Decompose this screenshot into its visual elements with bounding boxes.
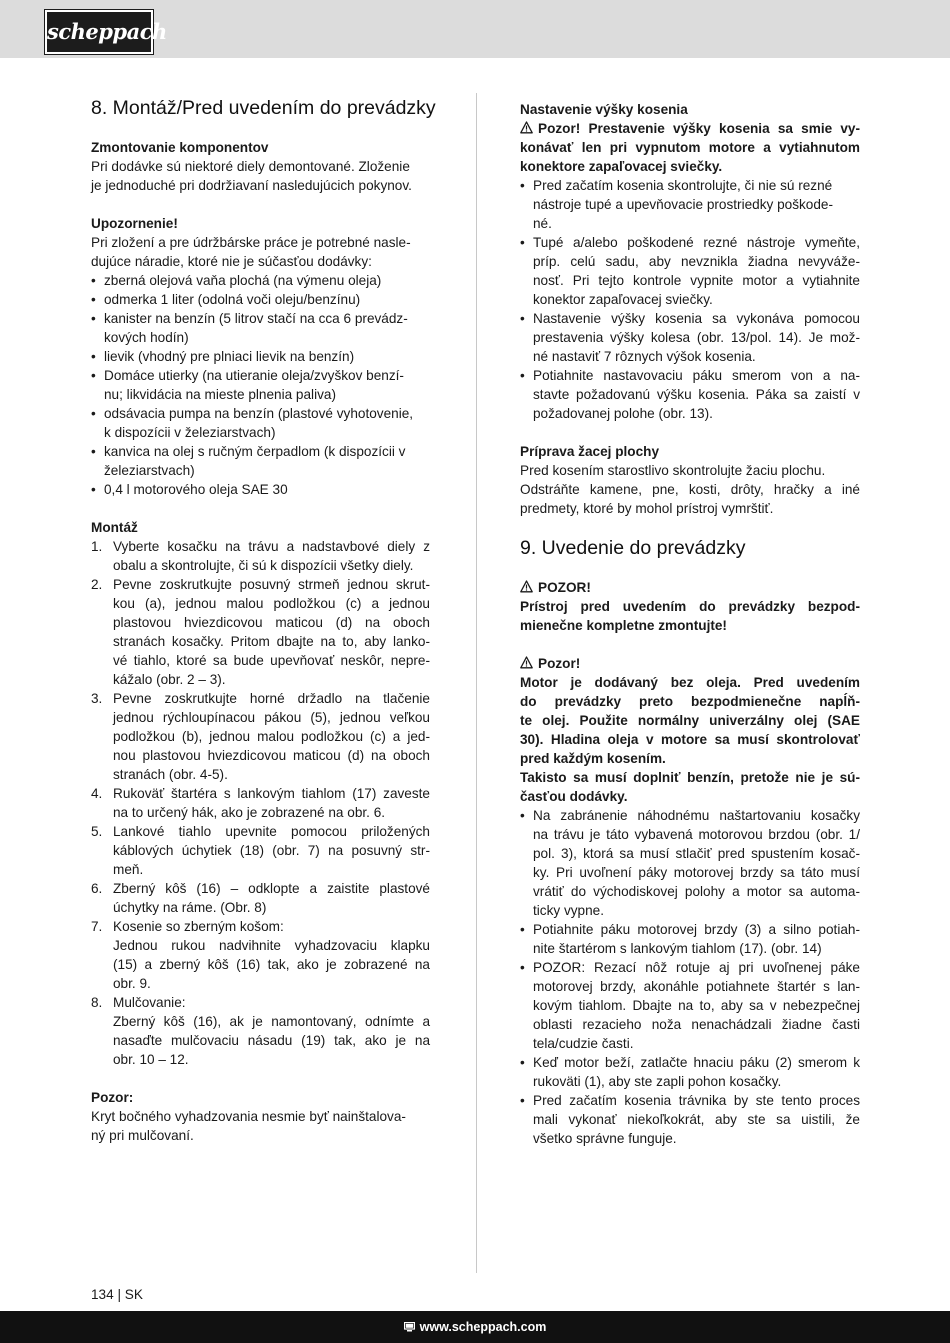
list-number: 6. xyxy=(91,881,103,896)
text-line: oblasti rezacieho noža nenachádzali žiadne časti xyxy=(533,1017,860,1032)
text-line: Pri zložení a pre údržbárske práce je potrebné nasle- xyxy=(91,235,411,250)
text-line: ný pri mulčovaní. xyxy=(91,1128,194,1143)
bullet-item-line: Potiahnite nastavovaciu páku smerom von a na- xyxy=(533,368,860,383)
text-line: na trávu je táto vybavená motorovou brzdou (obr. 1/ xyxy=(533,827,860,842)
list-number: 5. xyxy=(91,824,103,839)
bullet-marker: • xyxy=(91,292,96,307)
text-line: ky. Pri uvoľnení páky motorovej brzdy sa táto musí xyxy=(533,865,860,880)
text-line: kových hodín) xyxy=(104,330,189,345)
bold-text-line: Upozornenie! xyxy=(91,216,178,231)
text-line: obalu a skontrolujte, či sú k dispozícii všetky diely. xyxy=(113,558,414,573)
text-line: obr. 9. xyxy=(113,976,151,991)
list-number: 8. xyxy=(91,995,103,1010)
text-line: je jednoduché pri dodržiavaní nasledujúcich pokynov. xyxy=(91,178,412,193)
bullet-item-line: odmerka 1 liter (odolná voči oleju/benzínu) xyxy=(104,292,361,307)
bold-text-line: Zmontovanie komponentov xyxy=(91,140,269,155)
text-line: motorovej brzdy, akonáhle potiahnete štartér s lan- xyxy=(533,979,860,994)
column-divider xyxy=(476,93,477,1273)
text-line: meň. xyxy=(113,862,144,877)
text-line: stranách (obr. 4-5). xyxy=(113,767,228,782)
bold-text-line: te olej. Použite normálny univerzálny olej (SAE xyxy=(520,713,860,728)
list-number: 7. xyxy=(91,919,103,934)
text-line: príp. celú sadu, aby nevznikla žiadna nevyváže- xyxy=(533,254,860,269)
text-line: stavte požadovanú výšku kosenia. Páka sa zaistí v xyxy=(533,387,860,402)
bold-text-line xyxy=(520,578,860,597)
bold-text-line: mienečne kompletne zmontujte! xyxy=(520,618,727,633)
bold-text-line xyxy=(520,654,860,673)
text-line: plastovou hviezdicovou maticou (d) na oboch xyxy=(113,615,430,630)
text-line: Pred kosením starostlivo skontrolujte žaciu plochu. xyxy=(520,463,826,478)
text-line: Kryt bočného vyhadzovania nesmie byť nainštalova- xyxy=(91,1109,406,1124)
footer-bar xyxy=(0,1311,950,1343)
list-number: 4. xyxy=(91,786,103,801)
bold-text-line: Montáž xyxy=(91,520,138,535)
text-line: Odstráňte kamene, pne, kosti, drôty, hračky a iné xyxy=(520,482,860,497)
text-line: Zberný kôš (16), ak je namontovaný, odnímte a xyxy=(113,1014,430,1029)
bold-text-line: pred každým kosením. xyxy=(520,751,666,766)
text-line: Pri dodávke sú niektoré diely demontované. Zloženie xyxy=(91,159,410,174)
bold-text-line: Prístroj pred uvedením do prevádzky bezpod- xyxy=(520,599,860,614)
text-line: nite štartérom s lankovým tiahlom (17). (obr. 14) xyxy=(533,941,822,956)
bullet-item-line: 0,4 l motorového oleja SAE 30 xyxy=(104,482,288,497)
text-line: nu; likvidácia na mieste plnenia paliva) xyxy=(104,387,336,402)
bullet-marker: • xyxy=(520,178,525,193)
list-number: 1. xyxy=(91,539,103,554)
bullet-marker: • xyxy=(520,1055,525,1070)
bullet-item-line: Keď motor beží, zatlačte hnaciu páku (2) smerom k xyxy=(533,1055,860,1070)
bullet-marker: • xyxy=(520,808,525,823)
bold-text-line: konektore zapaľovacej sviečky. xyxy=(520,159,723,174)
bold-text-line: časťou dodávky. xyxy=(520,789,628,804)
text-line: konektor zapaľovacej sviečky. xyxy=(533,292,713,307)
bold-text-line: 30). Hladina oleja v motore sa musí skontrolovať xyxy=(520,732,860,747)
numbered-item-line: Vyberte kosačku na trávu a nadstavbové diely z xyxy=(113,539,430,554)
text-line: pol. 3), ktorá sa musí stlačiť pred spustením kosač- xyxy=(533,846,860,861)
text-line: vrátiť do východiskovej polohy a motor sa automa- xyxy=(533,884,860,899)
bullet-marker: • xyxy=(91,406,96,421)
text-line: nástroje tupé a upevňovacie prostriedky poškode- xyxy=(533,197,833,212)
text-line: kovým tiahlom. Dbajte na to, aby sa v nebezpečnej xyxy=(533,998,860,1013)
numbered-item-line: Lankové tiahlo upevnite pomocou priložených xyxy=(113,824,430,839)
text-line: všetko správne funguje. xyxy=(533,1131,677,1146)
bullet-item-line: Potiahnite páku motorovej brzdy (3) a silno potiah- xyxy=(533,922,860,937)
text-line: mali vykonať niekoľkokrát, aby ste sa uistili, že xyxy=(533,1112,860,1127)
text-line: k dispozícii v železiarstvach) xyxy=(104,425,276,440)
text-line: požadovanej polohe (obr. 13). xyxy=(533,406,713,421)
text-line: úchytky na ráme. (Obr. 8) xyxy=(113,900,267,915)
bullet-marker: • xyxy=(91,482,96,497)
page-number: 134 | SK xyxy=(91,1287,143,1302)
warning-icon xyxy=(520,121,533,134)
text-line: né. xyxy=(533,216,552,231)
bullet-marker: • xyxy=(91,273,96,288)
footer-url[interactable]: www.scheppach.com xyxy=(419,1320,547,1334)
brand-logo: scheppach xyxy=(45,10,153,54)
bullet-item-line: Domáce utierky (na utieranie oleja/zvyškov benzí- xyxy=(104,368,404,383)
bullet-marker: • xyxy=(520,922,525,937)
warning-text: Pozor! Prestavenie výšky kosenia sa smie vy- xyxy=(538,121,860,136)
bold-text-line: Takisto sa musí doplniť benzín, pretože nie je sú- xyxy=(520,770,860,785)
text-line: stranách kosačky. Pritom dbajte na to, aby lanko- xyxy=(113,634,430,649)
section-heading: 8. Montáž/Pred uvedením do prevádzky xyxy=(91,97,436,119)
text-line: káblových úchytiek (18) (obr. 7) na posuvný str- xyxy=(113,843,430,858)
text-line: železiarstvach) xyxy=(104,463,195,478)
text-line: vé tiahlo, ktoré sa bude upevňovať neskôr, nepre- xyxy=(113,653,430,668)
warning-icon xyxy=(520,656,533,669)
bold-text-line: Pozor: xyxy=(91,1090,134,1105)
text-line: rukoväti (1), aby ste zapli pohon kosačky. xyxy=(533,1074,782,1089)
text-line: na to určený hák, ako je zobrazené na obr. 6. xyxy=(113,805,386,820)
bold-text-line: Motor je dodávaný bez oleja. Pred uvedením xyxy=(520,675,860,690)
text-line: kážalo (obr. 2 – 3). xyxy=(113,672,226,687)
bold-text-line: Príprava žacej plochy xyxy=(520,444,660,459)
bullet-item-line: Na zabránenie náhodnému naštartovaniu kosačky xyxy=(533,808,860,823)
bullet-item-line: Tupé a/alebo poškodené rezné nástroje vymeňte, xyxy=(533,235,860,250)
text-line: predmety, ktoré by mohol prístroj vymrštiť. xyxy=(520,501,774,516)
bullet-marker: • xyxy=(91,368,96,383)
bullet-marker: • xyxy=(520,311,525,326)
text-line: nou plastovou hviezdicovou maticou (d) na oboch xyxy=(113,748,430,763)
text-line: nasaďte mulčovaciu násadu (19) tak, ako je na xyxy=(113,1033,430,1048)
bold-text-line: do prevádzky preto bezpodmienečne napĺň- xyxy=(520,694,860,709)
numbered-item-line: Pevne zoskrutkujte horné držadlo na tlačenie xyxy=(113,691,430,706)
bullet-marker: • xyxy=(520,368,525,383)
text-line: podložkou (b), jednou malou podložkou (c) a jed- xyxy=(113,729,430,744)
text-line: prestavenia výšky kolesa (obr. 13/pol. 14). Je mož- xyxy=(533,330,860,345)
bullet-marker: • xyxy=(520,1093,525,1108)
list-number: 3. xyxy=(91,691,103,706)
bullet-item-line: Pred začatím kosenia trávnika by ste tento proces xyxy=(533,1093,860,1108)
bold-text-line: Nastavenie výšky kosenia xyxy=(520,102,688,117)
bullet-item-line: zberná olejová vaňa plochá (na výmenu oleja) xyxy=(104,273,382,288)
numbered-item-line: Pevne zoskrutkujte posuvný strmeň jednou skrut- xyxy=(113,577,430,592)
warning-icon xyxy=(520,580,533,593)
bullet-item-line: kanister na benzín (5 litrov stačí na cca 6 prevádz- xyxy=(104,311,408,326)
bullet-item-line: POZOR: Rezací nôž rotuje aj pri uvoľnenej páke xyxy=(533,960,860,975)
footer-url-line xyxy=(0,1318,950,1336)
text-line: jednou rýchloupínacou pákou (5), jednou veľkou xyxy=(113,710,430,725)
bullet-marker: • xyxy=(91,349,96,364)
text-line: Jednou rukou nadvihnite vyhadzovaciu klapku xyxy=(113,938,430,953)
numbered-item-line: Rukoväť štartéra s lankovým tiahlom (17) zaveste xyxy=(113,786,430,801)
text-line: dujúce náradie, ktoré nie je súčasťou dodávky: xyxy=(91,254,372,269)
header-bar xyxy=(0,0,950,58)
numbered-item-line: Kosenie so zberným košom: xyxy=(113,919,284,934)
bullet-item-line: Pred začatím kosenia skontrolujte, či nie sú rezné xyxy=(533,178,833,193)
monitor-icon xyxy=(404,1322,415,1332)
text-line: obr. 10 – 12. xyxy=(113,1052,189,1067)
text-line: tela/cudzie časti. xyxy=(533,1036,634,1051)
bold-text-line: konávať len pri vypnutom motore a vytiahnutom xyxy=(520,140,860,155)
bullet-marker: • xyxy=(91,311,96,326)
section-heading: 9. Uvedenie do prevádzky xyxy=(520,537,746,559)
bullet-item-line: odsávacia pumpa na benzín (plastové vyhotovenie, xyxy=(104,406,414,421)
bullet-marker: • xyxy=(520,960,525,975)
bullet-marker: • xyxy=(520,235,525,250)
warning-text: Pozor! xyxy=(538,656,581,671)
bullet-item-line: kanvica na olej s ručným čerpadlom (k dispozícii v xyxy=(104,444,406,459)
bullet-item-line: lievik (vhodný pre plniaci lievik na benzín) xyxy=(104,349,355,364)
text-line: ticky vypne. xyxy=(533,903,605,918)
warning-text: POZOR! xyxy=(538,580,591,595)
text-line: (15) a zberný kôš (16) tak, ako je zobrazené na xyxy=(113,957,430,972)
list-number: 2. xyxy=(91,577,103,592)
text-line: nosť. Pri tejto kontrole vypnite motor a vytiahnite xyxy=(533,273,860,288)
numbered-item-line: Mulčovanie: xyxy=(113,995,186,1010)
text-line: kou (a), jednou malou podložkou (c) a jednou xyxy=(113,596,430,611)
numbered-item-line: Zberný kôš (16) – odklopte a zaistite plastové xyxy=(113,881,430,896)
bullet-marker: • xyxy=(91,444,96,459)
bold-text-line xyxy=(520,119,860,138)
bullet-item-line: Nastavenie výšky kosenia sa vykonáva pomocou xyxy=(533,311,860,326)
text-line: né nastaviť 7 rôznych výšok kosenia. xyxy=(533,349,756,364)
